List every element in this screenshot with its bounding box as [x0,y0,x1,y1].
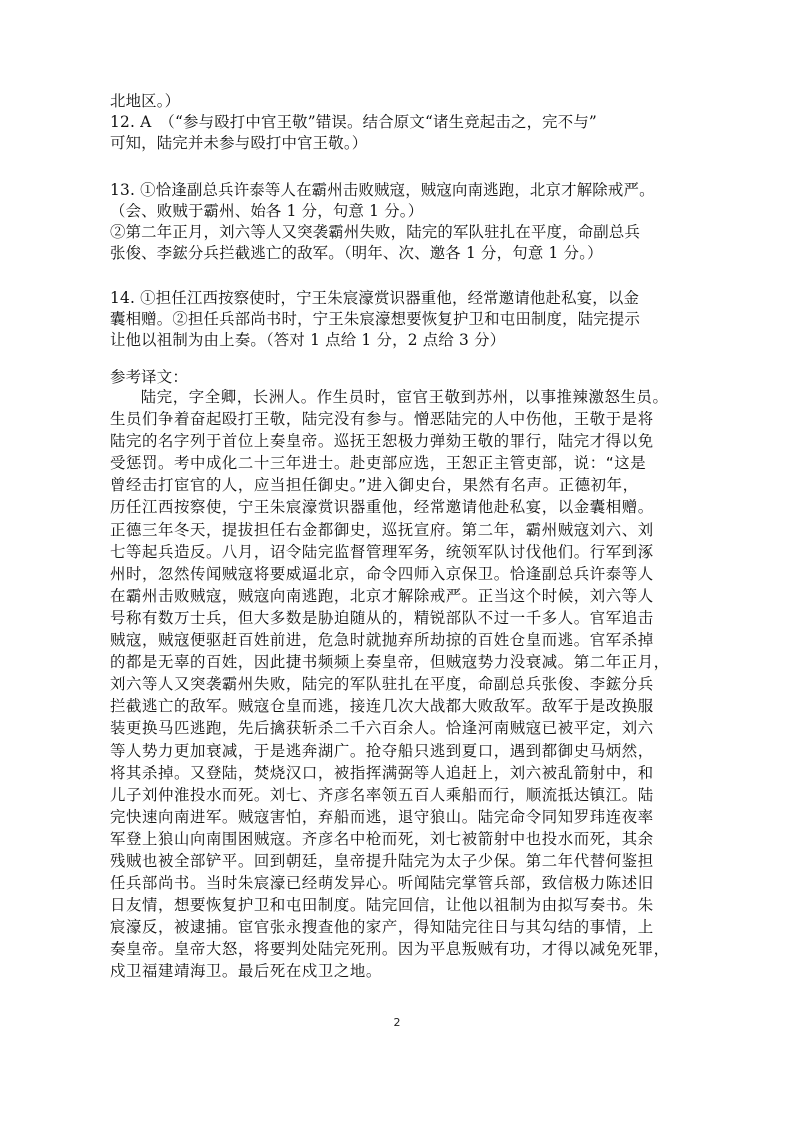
text-line: 陆完的名字列于首位上奏皇帝。巡抚王恕极力弹劾王敬的罪行，陆完才得以免 [110,432,654,451]
text-line: 戍卫福建靖海卫。最后死在戍卫之地。 [110,962,382,981]
text-line: 受惩罚。考中成化二十三年进士。赴吏部应选，王恕正主管吏部，说：“这是 [110,454,647,473]
text-line: 的都是无辜的百姓，因此捷书频频上奏皇帝，但贼寇势力没衰减。第二年正月， [110,653,670,672]
text-line: 装更换马匹逃跑，先后擒获斩杀二千六百余人。恰逢河南贼寇已被平定，刘六 [110,719,654,738]
section-heading: 参考译文： [110,368,188,386]
text-line: 州时，忽然传闻贼寇将要威逼北京，命令四师入京保卫。恰逢副总兵许泰等人 [110,564,654,583]
reference-translation-title [110,367,695,388]
text-line: ②第二年正月，刘六等人又突袭霸州失败，陆完的军队驻扎在平度，命副总兵 [110,223,641,241]
text-line: 任兵部尚书。当时朱宸濠已经萌发异心。听闻陆完掌管兵部，致信极力陈述旧 [110,874,654,893]
text-line: 张俊、李鋐分兵拦截逃亡的敌军。（明年、次、邀各 1 分，句意 1 分。） [110,244,603,262]
text-line: 日友情，想要恢复护卫和屯田制度。陆完回信，让他以祖制为由拟写奏书。朱 [110,896,654,915]
answer-12-line: 12. A （“参与殴打中官王敬”错误。结合原文“诸生竞起击之，完不与” [110,113,598,131]
text-line: 囊相赠。②担任兵部尚书时，宁王朱宸濠想要恢复护卫和屯田制度，陆完提示 [110,310,641,328]
text-line: 七等起兵造反。八月，诏令陆完监督管理军务，统领军队讨伐他们。行军到涿 [110,542,654,561]
text-line: 残贼也被全部铲平。回到朝廷，皇帝提升陆完为太子少保。第二年代替何鉴担 [110,851,654,870]
text-line: 奏皇帝。皇帝大怒，将要判处陆完死刑。因为平息叛贼有功，才得以减免死罪， [110,940,670,959]
page-number: 2 [393,1016,401,1029]
text-line: 在霸州击败贼寇，贼寇向南逃跑，北京才解除戒严。正当这个时候，刘六等人 [110,586,654,605]
text-line: 刘六等人又突袭霸州失败，陆完的军队驻扎在平度，命副总兵张俊、李鋐分兵 [110,675,654,694]
reference-translation-body [110,386,695,983]
answer-14-block [110,288,695,351]
text-line: （会、败贼于霸州、始各 1 分，句意 1 分。） [110,202,424,220]
text-line: 让他以祖制为由上奏。（答对 1 点给 1 分，2 点给 3 分） [110,331,506,349]
text-line: 拦截逃亡的敌军。贼寇仓皇而逃，接连几次大战都大败敌军。敌军于是改换服 [110,697,654,716]
text-line: 曾经击打宦官的人，应当担任御史。”进入御史台，果然有名声。正德初年， [110,476,639,495]
text-line: 宸濠反，被逮捕。宦官张永搜查他的家产，得知陆完往日与其勾结的事情，上 [110,918,654,937]
text-line: 可知，陆完并未参与殴打中官王敬。） [110,134,368,152]
text-line: 陆完，字全卿，长洲人。作生员时，宦官王敬到苏州，以事推辣激怒生员。 [140,388,669,406]
text-line: 正德三年冬天，提拔担任右金都御史，巡抚宣府。第二年，霸州贼寇刘六、刘 [110,520,654,539]
text-line: 号称有数万士兵，但大多数是胁迫随从的，精锐部队不过一千多人。官军追击 [110,608,654,627]
text-line: 贼寇，贼寇便驱赶百姓前进，危急时就抛弃所劫掠的百姓仓皇而逃。官军杀掉 [110,631,654,650]
text-line: 北地区。） [110,92,181,110]
text-line: 生员们争着奋起殴打王敬，陆完没有参与。憎恶陆完的人中伤他，王敬于是将 [110,410,654,429]
text-line: 等人势力更加衰减，于是逃奔湖广。抢夺船只逃到夏口，遇到都御史马炳然， [110,741,654,760]
answer-13-block [110,180,695,264]
answer-continuation-block [110,91,695,154]
text-line: 完快速向南进军。贼寇害怕，弃船而逃，退守狼山。陆完命令同知罗玮连夜率 [110,807,654,826]
text-line: 历任江西按察使，宁王朱宸濠赏识器重他，经常邀请他赴私宴，以金囊相赠。 [110,498,654,517]
text-line: 儿子刘仲淮投水而死。刘七、齐彦名率领五百人乘船而行，顺流抵达镇江。陆 [110,785,654,804]
text-line: 军登上狼山向南围困贼寇。齐彦名中枪而死，刘七被箭射中也投水而死，其余 [110,829,654,848]
text-line: 14. ①担任江西按察使时，宁王朱宸濠赏识器重他，经常邀请他赴私宴，以金 [110,289,640,307]
text-line: 将其杀掉。又登陆，焚烧汉口，被指挥满弼等人追赶上，刘六被乱箭射中，和 [110,763,654,782]
text-line: 13. ①恰逢副总兵许泰等人在霸州击败贼寇，贼寇向南逃跑，北京才解除戒严。 [110,181,655,199]
